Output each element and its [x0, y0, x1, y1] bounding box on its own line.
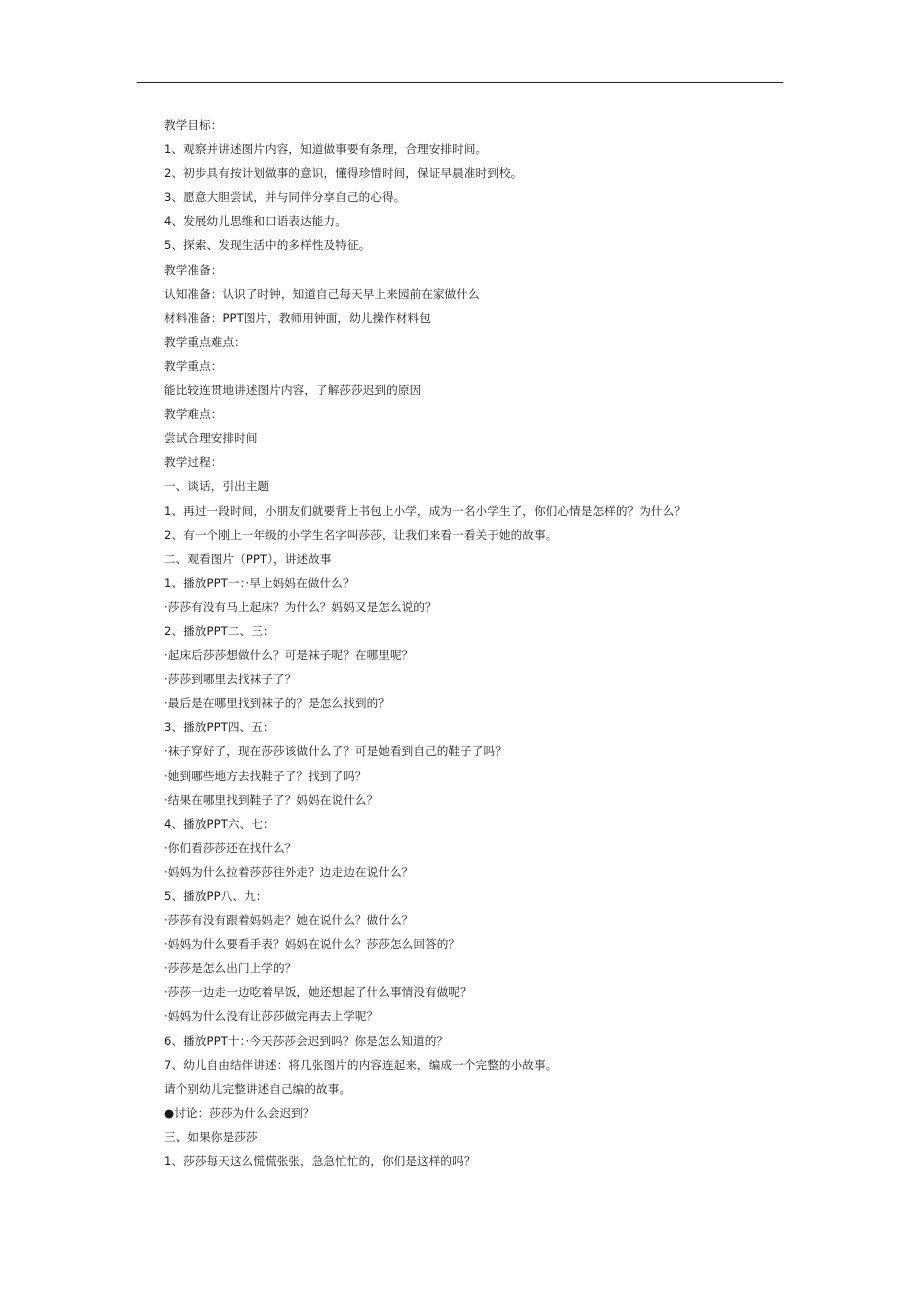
document-line: 尝试合理安排时间	[164, 431, 258, 446]
document-line: ·袜子穿好了，现在莎莎该做什么了？可是她看到自己的鞋子了吗？	[164, 744, 507, 759]
document-line: 1、播放PPT一：·早上妈妈在做什么？	[164, 575, 355, 590]
document-line: ●讨论：莎莎为什么会迟到？	[164, 1105, 315, 1120]
document-line: 4、播放PPT六、七：	[164, 816, 275, 831]
document-line: 1、再过一段时间，小朋友们就要背上书包上小学，成为一名小学生了，你们心情是怎样的？为什么？	[164, 503, 687, 518]
document-line: ·你们看莎莎还在找什么？	[164, 840, 297, 855]
document-line: 3、播放PPT四、五：	[164, 720, 275, 735]
document-line: 教学准备：	[164, 262, 223, 277]
document-line: 教学过程：	[164, 455, 223, 470]
document-line: 一、谈话，引出主题	[164, 479, 270, 494]
document-line: 2、有一个刚上一年级的小学生名字叫莎莎，让我们来看一看关于她的故事。	[164, 527, 558, 542]
document-line: 三、如果你是莎莎	[164, 1129, 258, 1144]
document-line: 6、播放PPT十：·今天莎莎会迟到吗？你是怎么知道的？	[164, 1033, 449, 1048]
document-body	[164, 113, 764, 1173]
document-line: 3、愿意大胆尝试，并与同伴分享自己的心得。	[164, 190, 406, 205]
document-line: 5、探索、发现生活中的多样性及特征。	[164, 238, 371, 253]
document-line: 教学重点：	[164, 358, 223, 373]
document-line: ·莎莎有没有跟着妈妈走？她在说什么？做什么？	[164, 913, 414, 928]
header-rule	[137, 82, 783, 83]
document-line: 2、播放PPT二、三：	[164, 623, 275, 638]
document-line: 7、幼儿自由结伴讲述：将几张图片的内容连起来，编成一个完整的小故事。	[164, 1057, 558, 1072]
document-line: 认知准备：认识了时钟，知道自己每天早上来园前在家做什么	[164, 286, 480, 301]
document-line: 能比较连贯地讲述图片内容，了解莎莎迟到的原因	[164, 383, 422, 398]
document-line: 教学目标：	[164, 118, 223, 132]
document-line: 1、莎莎每天这么慌慌张张，急急忙忙的，你们是这样的吗？	[164, 1154, 476, 1169]
document-line: 材料准备：PPT图片，教师用钟面，幼儿操作材料包	[164, 310, 431, 325]
document-line: 二、观看图片（PPT），讲述故事	[164, 551, 332, 566]
document-line: ·莎莎一边走一边吃着早饭，她还想起了什么事情没有做呢？	[164, 985, 472, 1000]
document-line: 5、播放PP八、九：	[164, 889, 268, 903]
document-line: ·妈妈为什么要看手表？妈妈在说什么？莎莎怎么回答的？	[164, 937, 461, 952]
document-line: ·妈妈为什么没有让莎莎做完再去上学呢？	[164, 1009, 379, 1024]
document-line: ·最后是在哪里找到袜子的？是怎么找到的？	[164, 696, 390, 711]
document-line: ·结果在哪里找到鞋子了？妈妈在说什么？	[164, 792, 379, 807]
document-line: ·莎莎有没有马上起床？为什么？妈妈又是怎么说的？	[164, 599, 437, 614]
document-line: ·莎莎到哪里去找袜子了？	[164, 672, 297, 687]
document-line: 4、发展幼儿思维和口语表达能力。	[164, 214, 347, 229]
document-line: 请个别幼儿完整讲述自己编的故事。	[164, 1081, 352, 1096]
document-line: ·妈妈为什么拉着莎莎往外走？边走边在说什么？	[164, 864, 414, 879]
document-line: ·莎莎是怎么出门上学的？	[164, 961, 297, 976]
document-line: 2、初步具有按计划做事的意识，懂得珍惜时间，保证早晨准时到校。	[164, 166, 523, 181]
document-line: ·起床后莎莎想做什么？可是袜子呢？在哪里呢？	[164, 648, 414, 663]
document-line: 1、观察并讲述图片内容，知道做事要有条理，合理安排时间。	[164, 142, 488, 157]
document-line: ·她到哪些地方去找鞋子了？找到了吗？	[164, 768, 367, 783]
document-line: 教学难点：	[164, 407, 223, 422]
document-line: 教学重点难点：	[164, 334, 246, 349]
